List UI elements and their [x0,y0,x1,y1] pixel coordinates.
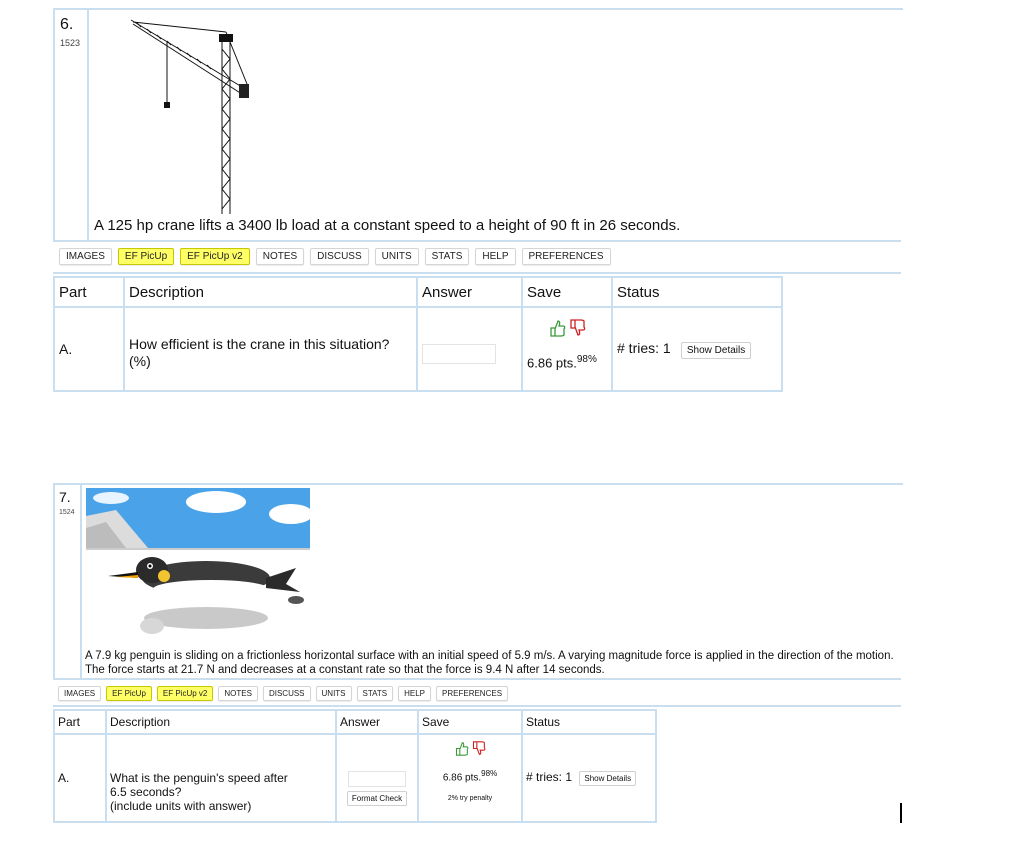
units-button[interactable]: UNITS [316,686,352,701]
part-label: A. [54,734,106,822]
divider [53,240,901,242]
preferences-button[interactable]: PREFERENCES [522,248,611,265]
part-description [106,734,336,822]
answer-cell [417,307,522,391]
thumbs-up-icon[interactable] [548,318,566,338]
stats-button[interactable]: STATS [425,248,470,265]
description-line: 6.5 seconds? [110,785,182,799]
table-row [54,734,656,822]
ef-picup-button[interactable]: EF PicUp [106,686,152,701]
part-description: How efficient is the crane in this situation? (%) [124,307,417,391]
table-header-row [54,710,656,734]
table-header-row [54,277,782,307]
parts-table [53,709,657,823]
problem-7 [53,483,901,825]
toolbar [58,686,513,701]
status-cell [522,734,656,822]
table-row [54,307,782,391]
ef-picup-v2-button[interactable]: EF PicUp v2 [157,686,213,701]
divider [53,705,901,707]
discuss-button[interactable]: DISCUSS [310,248,368,265]
question-number: 6. [60,16,74,33]
ef-picup-v2-button[interactable]: EF PicUp v2 [180,248,250,265]
images-button[interactable]: IMAGES [58,686,101,701]
question-number-cell [55,485,82,678]
answer-cell [336,734,418,822]
help-button[interactable]: HELP [475,248,515,265]
points-value: 6.86 pts. [442,772,482,784]
show-details-button[interactable]: Show Details [579,771,636,786]
question-box [53,8,903,242]
answer-input[interactable] [348,771,406,787]
help-button[interactable]: HELP [398,686,431,701]
units-button[interactable]: UNITS [375,248,419,265]
show-details-button[interactable]: Show Details [681,342,751,359]
preferences-button[interactable]: PREFERENCES [436,686,508,701]
tries-count: # tries: 1 [617,339,671,356]
thumbs-up-icon[interactable] [454,740,469,757]
penalty-text: 2% try penalty [447,795,493,803]
header-answer: Answer [417,277,522,307]
penguin-image [86,488,310,638]
notes-button[interactable]: NOTES [218,686,258,701]
header-status: Status [612,277,782,307]
images-button[interactable]: IMAGES [59,248,112,265]
tries-count: # tries: 1 [526,770,573,784]
divider [53,678,901,680]
header-part: Part [54,277,124,307]
header-answer: Answer [336,710,418,734]
parts-table [53,276,783,392]
text-cursor [900,803,902,823]
question-box [53,483,903,680]
save-cell [522,307,612,391]
thumbs-down-icon[interactable] [471,740,486,757]
stats-button[interactable]: STATS [357,686,394,701]
notes-button[interactable]: NOTES [256,248,304,265]
question-number-cell [55,10,89,240]
header-description: Description [106,710,336,734]
header-status: Status [522,710,656,734]
ef-picup-button[interactable]: EF PicUp [118,248,174,265]
divider [53,272,901,274]
status-cell [612,307,782,391]
header-save: Save [522,277,612,307]
format-check-button[interactable]: Format Check [347,791,407,806]
percent-value: 98% [576,354,597,365]
part-label: A. [54,307,124,391]
percent-value: 98% [481,769,498,778]
question-text: A 125 hp crane lifts a 3400 lb load at a constant speed to a height of 90 ft in 26 seconds. [94,217,681,234]
save-cell [418,734,522,822]
question-number: 7. [59,489,71,505]
description-line: What is the penguin's speed after [110,771,288,785]
description-line: (include units with answer) [110,799,252,813]
header-description: Description [124,277,417,307]
header-part: Part [54,710,106,734]
crane-image [127,14,267,214]
question-text: A 7.9 kg penguin is sliding on a frictionless horizontal surface with an initial speed of 5.9 m/s. A varying magnitude force is applied in the direction of the motion. The force starts at 21.7 N and decreases at a constant rate so that the force is 9.4 N after 14 seconds. [85,650,894,676]
discuss-button[interactable]: DISCUSS [263,686,311,701]
question-id: 1524 [59,509,75,516]
header-save: Save [418,710,522,734]
toolbar [59,248,617,265]
points-value: 6.86 pts. [527,355,577,371]
answer-input[interactable] [422,344,496,364]
question-id: 1523 [60,38,81,48]
thumbs-down-icon[interactable] [568,318,586,338]
problem-6 [53,8,901,392]
